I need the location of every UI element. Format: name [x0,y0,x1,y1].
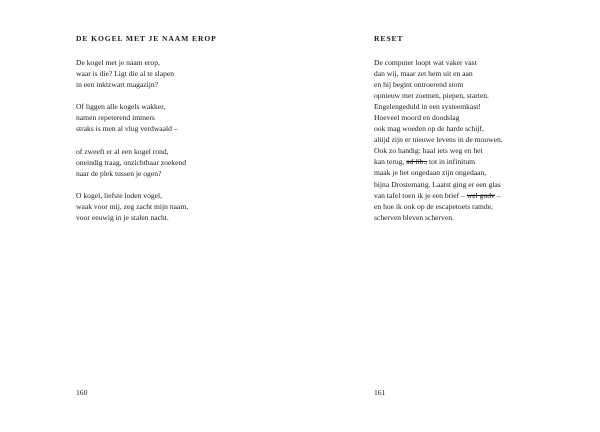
poem-line: waar is die? Ligt die al te slapen [76,69,175,79]
poem-line: opnieuw met zoemen, piepen, starten. [374,91,489,101]
poem-title: RESET [374,34,404,43]
poem-line: bijna Drostematig. Laatst ging er een glas [374,179,501,189]
poem-line: dan wij, maar zet hem uit en aan [374,69,473,79]
poem-line: en hoe ik ook op de escapetoets ramde, [374,201,493,211]
poem-line: De computer loopt wat vaker vast [374,58,477,67]
stanza [76,57,188,90]
poem-line: Engelengeduld in een systeemkast! [374,102,481,112]
poem-line: of zweeft er al een kogel rond, [76,146,169,156]
poem-line: waak voor mij, zeg zacht mijn naam, [76,202,189,212]
poem-line: altijd zijn er nieuwe levens in de mouwen. [374,135,503,145]
poem-line: namen repeterend immers [76,113,155,123]
poem-line: ook mag woeden op de harde schijf, [374,124,484,134]
poem-line: De kogel met je naam erop, [76,58,160,67]
poem-title: DE KOGEL MET JE NAAM EROP [76,34,217,43]
page-number: 160 [76,388,88,397]
poem-line: voor eeuwig in je stalen nacht. [76,213,169,223]
poem-line: naar de plek tussen je ogen? [76,168,162,178]
poem-line: kan terug, ad lib., tot in infinitum [374,157,476,167]
poem-line: oneindig traag, onzichtbaar zoekend [76,157,187,167]
poem-line: Ook zo handig: haal iets weg en het [374,146,483,156]
stanza [76,190,188,223]
stanza [76,101,188,134]
poem-line: straks is men al vlug verdwaald – [76,124,178,134]
stanza [76,146,188,179]
poem-line: Of liggen alle kogels wakker, [76,102,166,112]
poem-line: van tafel toen ik je een brief – wel godv – [374,190,501,200]
poem-line: scherven bleven scherven. [374,212,454,222]
poem-line: maak je het ongedaan zijn ongedaan, [374,168,487,178]
poem-line: O kogel, liefste loden vogel, [76,190,163,200]
poem-line: en hij begint ontroerend stom [374,80,464,90]
poem-line: Hoeveel moord en doodslag [374,113,460,123]
struck-text: wel godv [466,190,495,200]
page-number: 161 [374,388,386,397]
struck-text: ad lib., [406,157,428,167]
poem-body [76,57,188,234]
poem-line: in een inktzwart magazijn? [76,80,159,90]
poem-body [374,57,503,223]
right-page [300,0,600,432]
